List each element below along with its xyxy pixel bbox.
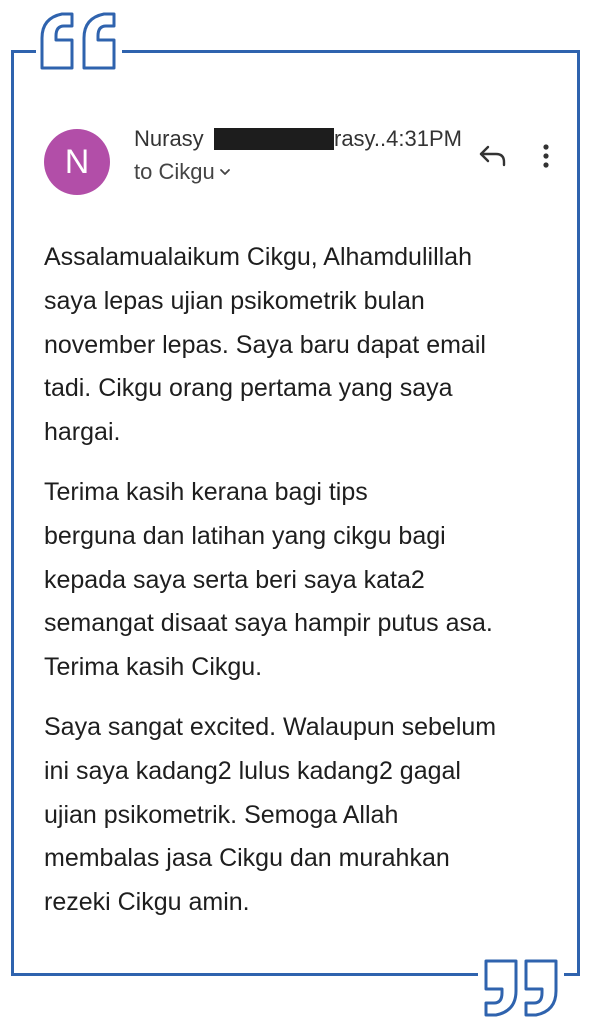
email-time: 4:31PM: [386, 126, 462, 151]
sender-name-suffix[interactable]: rasy..: [334, 126, 387, 151]
chevron-down-icon[interactable]: [219, 157, 231, 198]
email-paragraph-2: Terima kasih kerana bagi tips berguna dan latihan yang cikgu bagi kepada saya serta beri saya kata2 semangat disaat saya hampir putus asa. Terima kasih Cikgu.: [44, 477, 493, 682]
sender-line: [134, 124, 462, 154]
recipient-label: to Cikgu: [134, 159, 215, 184]
email-body: [44, 236, 556, 941]
sender-avatar[interactable]: N: [44, 129, 110, 195]
open-quote-icon: [36, 8, 122, 74]
reply-icon[interactable]: [476, 139, 510, 171]
sender-name-prefix[interactable]: Nurasy: [134, 126, 204, 151]
close-quote-icon: [478, 955, 564, 1021]
more-vert-icon[interactable]: [536, 140, 556, 172]
email-paragraph-3: Saya sangat excited. Walaupun sebelum ini saya kadang2 lulus kadang2 gagal ujian psikometrik. Semoga Allah membalas jasa Cikgu dan murahkan rezeki Cikgu amin.: [44, 712, 497, 917]
email-paragraph-1: Assalamualaikum Cikgu, Alhamdulillah saya lepas ujian psikometrik bulan november lepas. Saya baru dapat email tadi. Cikgu orang pertama yang saya hargai.: [44, 243, 486, 447]
recipient-details-toggle[interactable]: [134, 157, 231, 187]
redaction-bar: [214, 128, 334, 150]
